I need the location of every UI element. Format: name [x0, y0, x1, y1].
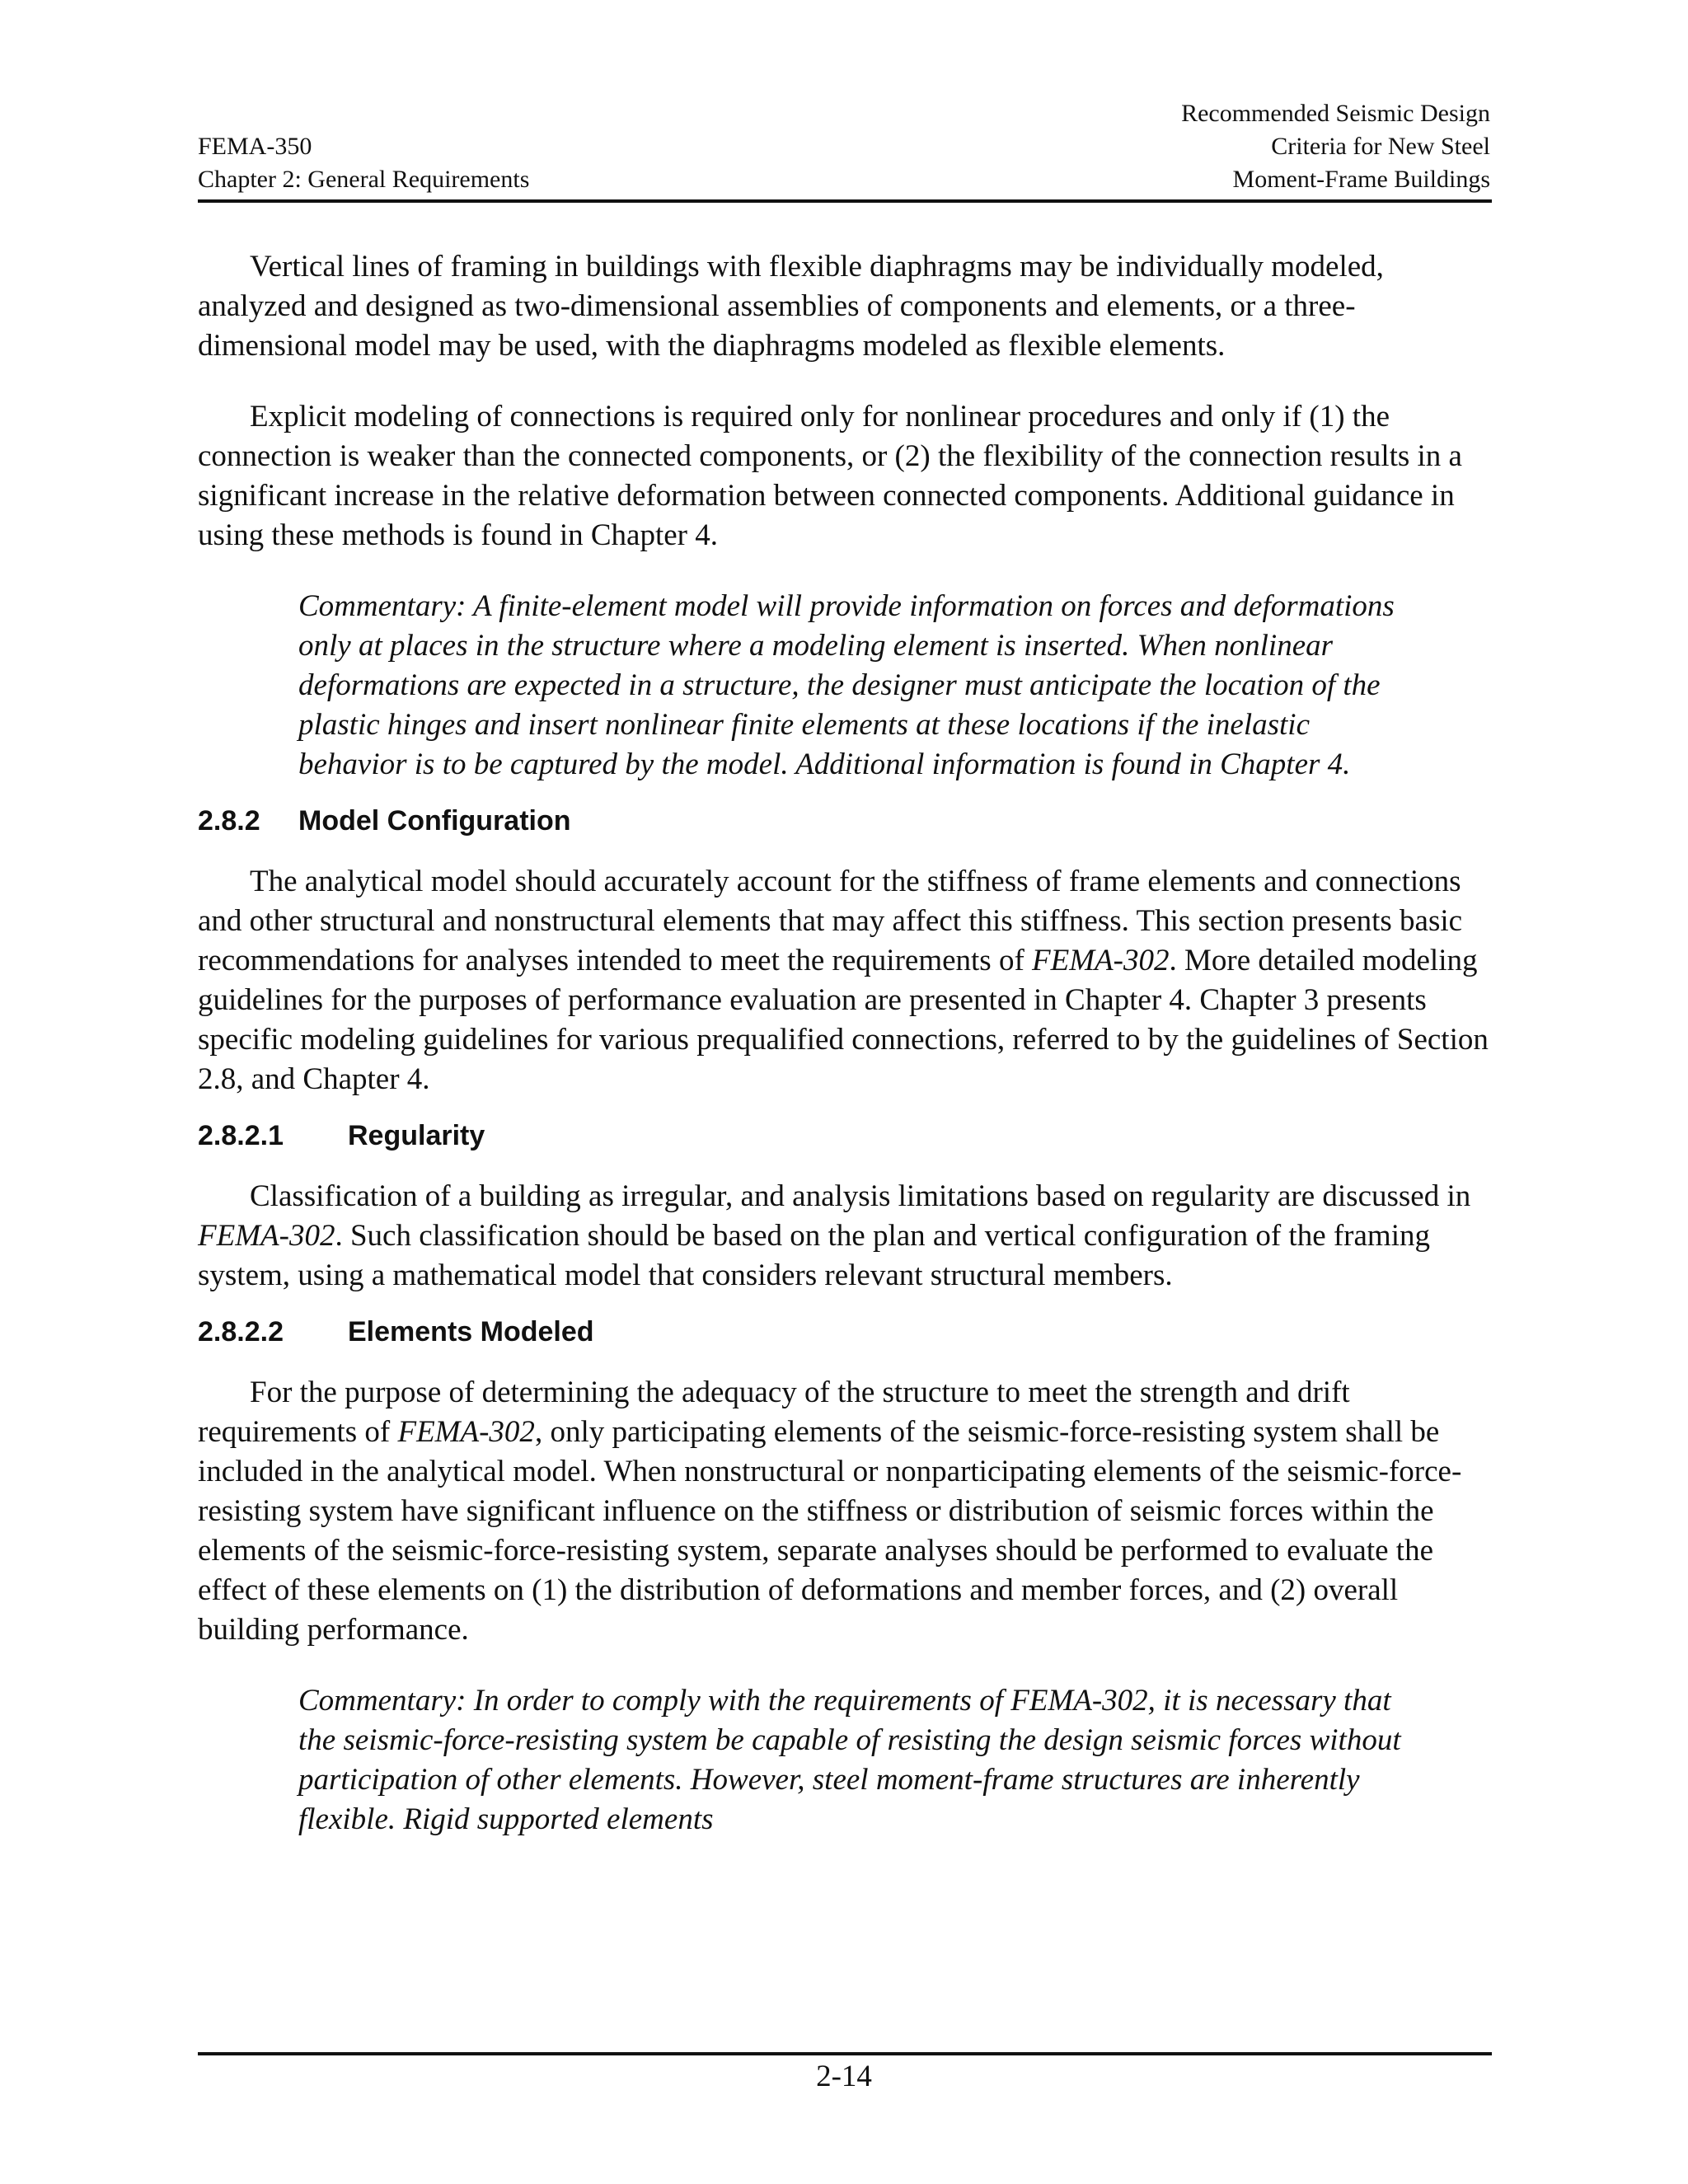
section-number: 2.8.2.2 — [198, 1316, 284, 1347]
header-title-line-1: Recommended Seismic Design — [1181, 100, 1490, 127]
footer-rule — [198, 2052, 1492, 2055]
page-body — [198, 247, 1492, 1840]
section-title: Elements Modeled — [348, 1316, 594, 1347]
paragraph-analytical-model: The analytical model should accurately account for the stiffness of frame elements and connections and other structural and nonstructural elements that may affect this stiffness. This section presents basic recommendations for analyses intended to meet the requirements of FEMA-302. More detailed modeling guidelines for the purposes of performance evaluation are presented in Chapter 4. Chapter 3 presents specific modeling guidelines for various prequalified connections, referred to by the guidelines of Section 2.8, and Chapter 4. — [198, 865, 1489, 1096]
header-doc-id: FEMA-350 — [198, 133, 312, 160]
section-title: Model Configuration — [298, 805, 571, 837]
section-heading-elements-modeled — [198, 1312, 1492, 1352]
section-title: Regularity — [348, 1120, 485, 1151]
section-number: 2.8.2.1 — [198, 1120, 284, 1151]
header-title-line-3: Moment-Frame Buildings — [1232, 166, 1490, 193]
section-number: 2.8.2 — [198, 805, 260, 837]
header-rule — [198, 199, 1492, 203]
header-left — [198, 130, 529, 196]
header-chapter: Chapter 2: General Requirements — [198, 166, 530, 193]
header-right — [1181, 97, 1490, 196]
paragraph-flexible-diaphragms: Vertical lines of framing in buildings with flexible diaphragms may be individually modeled, analyzed and designed as two-dimensional assemblies of components and elements, or a three-dimensional model may be used, with the diaphragms modeled as flexible elements. — [198, 250, 1384, 363]
paragraph-elements-modeled: For the purpose of determining the adequacy of the structure to meet the strength and drift requirements of FEMA-302, only participating elements of the seismic-force-resisting system shall be included in the analytical model. When nonstructural or nonparticipating elements of the seismic-force-resisting system have significant influence on the stiffness or distribution of seismic forces within the elements of the seismic-force-resisting system, separate analyses should be performed to evaluate the effect of these elements on (1) the distribution of deformations and member forces, and (2) overall building performance. — [198, 1376, 1462, 1647]
fema-302-reference: FEMA-302 — [198, 1219, 335, 1253]
paragraph-regularity: Classification of a building as irregular, and analysis limitations based on regularity are discussed in FEMA-302. Such classification should be based on the plan and vertical configuration of the framing system, using a mathematical model that considers relevant structural members. — [198, 1179, 1471, 1292]
fema-302-reference: FEMA-302 — [1032, 944, 1170, 977]
section-heading-regularity — [198, 1116, 1492, 1155]
header-title-line-2: Criteria for New Steel — [1271, 133, 1490, 160]
commentary-finite-element: Commentary: A finite-element model will provide information on forces and deformations only at places in the structure where a modeling element is inserted. When nonlinear deformations are expected in a structure, the designer must anticipate the location of the plastic hinges and insert nonlinear finite elements at these locations if the inelastic behavior is to be captured by the model. Additional information is found in Chapter 4. — [298, 589, 1395, 781]
section-heading-model-configuration — [198, 801, 1492, 841]
commentary-seismic-force-resisting: Commentary: In order to comply with the requirements of FEMA-302, it is necessary that the seismic-force-resisting system be capable of resisting the design seismic forces without participation of other elements. However, steel moment-frame structures are inherently flexible. Rigid supported elements — [298, 1684, 1401, 1836]
paragraph-connection-modeling: Explicit modeling of connections is required only for nonlinear procedures and only if (1) the connection is weaker than the connected components, or (2) the flexibility of the connection results in a significant increase in the relative deformation between connected components. Additional guidance in using these methods is found in Chapter 4. — [198, 400, 1462, 552]
page-header — [198, 97, 1490, 198]
page-number: 2-14 — [816, 2060, 872, 2093]
fema-302-reference: FEMA-302 — [397, 1415, 535, 1449]
